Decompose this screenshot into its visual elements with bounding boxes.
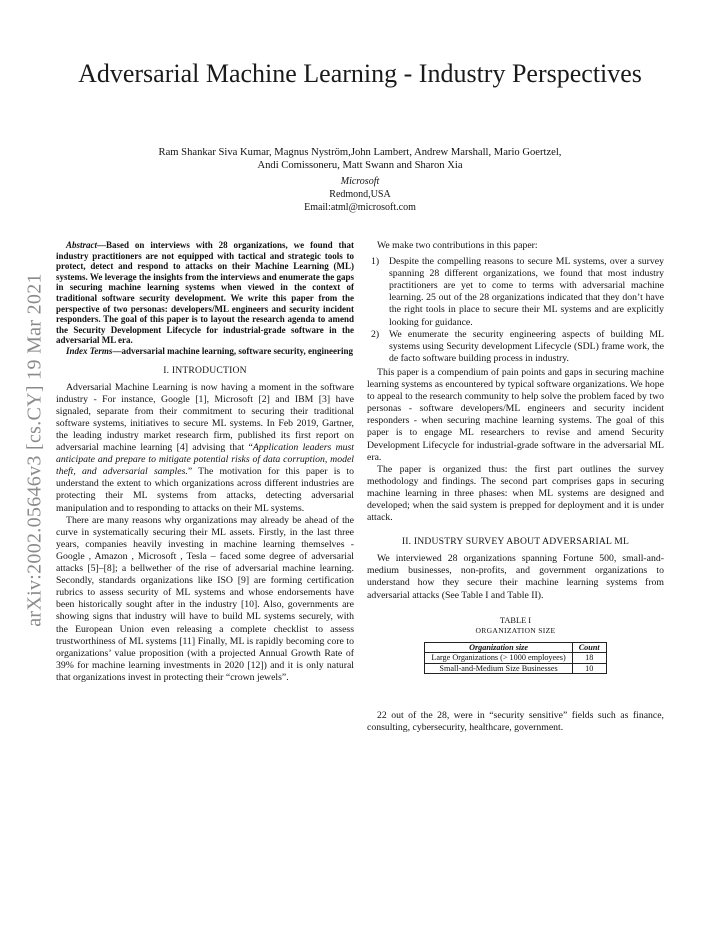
section-heading-industry-survey: II. INDUSTRY SURVEY ABOUT ADVERSARIAL ML — [401, 536, 630, 548]
table-caption — [367, 616, 664, 636]
abstract-text: —Based on interviews with 28 organizations, we found that industry practitioners are not equipped with tactical and strategic tools to protect, detect and respond to attacks on their Machine Learning (ML) systems. We leverage the insights from the interviews and enumerate the gaps in securing machine learning systems when viewed in the context of traditional software security development. We write this paper from the perspective of two personas: developers/ML engineers and security incident responders. The goal of this paper is to layout the research agenda to amend the Security Development Lifecycle for industrial-grade software in the adversarial ML era. — [56, 240, 354, 346]
list-item-number: 1) — [371, 256, 380, 268]
list-item-text: We enumerate the security engineering aspects of building ML systems using Security development Lifecycle (SDL) frame work, the de facto software building process in industry. — [389, 328, 664, 364]
after-table-paragraph: 22 out of the 28, were in “security sensitive” fields such as finance, consulting, cybersecurity, healthcare, government. — [367, 710, 664, 734]
organization-paragraph: The paper is organized thus: the first part outlines the survey methodology and findings. The second part comprises gaps in securing machine learning in three phases: when ML systems are designed and developed; when the said system is prepped for deployment and it is under attack. — [367, 463, 664, 524]
table-row — [425, 663, 606, 674]
table-label: TABLE I — [499, 615, 532, 625]
intro-paragraph-2: There are many reasons why organizations may already be ahead of the curve in systematically securing their ML assets. Firstly, in the last three years, companies heavily investing in machine learning themselves - Google , Amazon , Microsoft , Tesla – faced some degree of adversarial attacks [5]–[8]; a bellwether of the rise of adversarial machine learning. Secondly, standards organizations like ISO [9] are forming certification rubrics to assess security of ML systems and whose endorsements have been historically sought after in the industry [10]. Also, governments are showing signs that industry will have to build ML systems securely, with the European Union even releasing a complete checklist to assess trustworthiness of ML systems [11] Finally, ML is rapidly becoming core to organizations’ value proposition (with a projected Annual Growth Rate of 39% for machine learning investments in 2020 [12]) and it is only natural that organizations invest in protecting their “crown jewels”. — [56, 514, 354, 683]
list-item — [367, 256, 664, 329]
location: Redmond,USA — [329, 189, 391, 200]
table-cell: 10 — [572, 663, 606, 674]
list-item-text: Despite the compelling reasons to secure ML systems, over a survey spanning 28 different organizations, we found that most industry practitioners are yet to come to terms with adversarial machine learning. 25 out of the 28 organizations indicated that they don’t have the right tools in place to secure their ML systems and are explicitly looking for guidance. — [389, 256, 664, 328]
table-cell: Large Organizations (> 1000 employees) — [425, 653, 572, 664]
organization: Microsoft — [340, 176, 380, 187]
list-item — [367, 329, 664, 365]
arxiv-watermark: arXiv:2002.05646v3 [cs.CY] 19 Mar 2021 — [23, 273, 46, 627]
organization-size-table — [424, 642, 606, 675]
authors-line-1: Ram Shankar Siva Kumar, Magnus Nyström,John Lambert, Andrew Marshall, Mario Goertzel, — [158, 147, 562, 158]
survey-paragraph: We interviewed 28 organizations spanning Fortune 500, small-and-medium businesses, non-profits, and government organizations to understand how they secure their machine learning systems from adversarial attacks (See Table I and Table II). — [367, 553, 664, 601]
index-terms-label: Index Terms — [66, 345, 113, 356]
abstract — [56, 240, 354, 346]
email: Email:atml@microsoft.com — [304, 202, 416, 213]
intro-p1-text-b: ” The motivation for this paper is to understand the extent to which organizations across different industries are protecting their ML systems from attacks, detecting adversarial manipulation and to responding to attacks on their ML systems. — [56, 466, 354, 514]
table-header-row — [425, 642, 606, 653]
table-cell: Small-and-Medium Size Businesses — [425, 663, 572, 674]
right-column — [367, 240, 664, 734]
intro-p1-text-a: Adversarial Machine Learning is now having a moment in the software industry - For instance, Google [1], Microsoft [2] and IBM [3] have signaled, separate from their commitment to securing their traditional software systems, initiatives to secure ML systems. In Feb 2019, Gartner, the leading industry market research firm, published its first report on adversarial machine learning [4] advising that “ — [56, 381, 354, 454]
authors-line-2: Andi Comissoneru, Matt Swann and Sharon Xia — [257, 160, 463, 171]
section-heading-introduction: I. INTRODUCTION — [163, 364, 247, 376]
contributions-intro: We make two contributions in this paper: — [377, 240, 538, 251]
left-column — [56, 240, 354, 684]
paper-title: Adversarial Machine Learning - Industry Perspectives — [78, 59, 642, 88]
index-terms-text: —adversarial machine learning, software security, engineering — [112, 345, 353, 356]
contributions-list — [367, 256, 664, 365]
author-list — [60, 146, 660, 172]
list-item-number: 2) — [371, 328, 380, 340]
table-row — [425, 653, 606, 664]
abstract-label: Abstract — [66, 240, 98, 250]
index-terms — [56, 346, 354, 357]
compendium-paragraph: This paper is a compendium of pain points and gaps in securing machine learning systems as encountered by typical software organizations. We hope to appeal to the research community to help solve the problem faced by two personas - software developers/ML engineers and security incident responders - when securing machine learning systems. The goal of this paper is to engage ML researchers to revise and amend Security Development Lifecycle for industrial-grade software in the adversarial ML era. — [367, 366, 664, 463]
table-title: ORGANIZATION SIZE — [475, 625, 556, 635]
table-cell: 18 — [572, 653, 606, 664]
intro-paragraph-1 — [56, 382, 354, 515]
table-header-cell: Organization size — [425, 642, 572, 653]
affiliation — [60, 175, 660, 214]
intro-p1-quote: Application leaders must anticipate and prepare to mitigate potential risks of data corruption, model theft, and adversarial samples. — [56, 442, 354, 478]
table-header-cell: Count — [572, 642, 606, 653]
